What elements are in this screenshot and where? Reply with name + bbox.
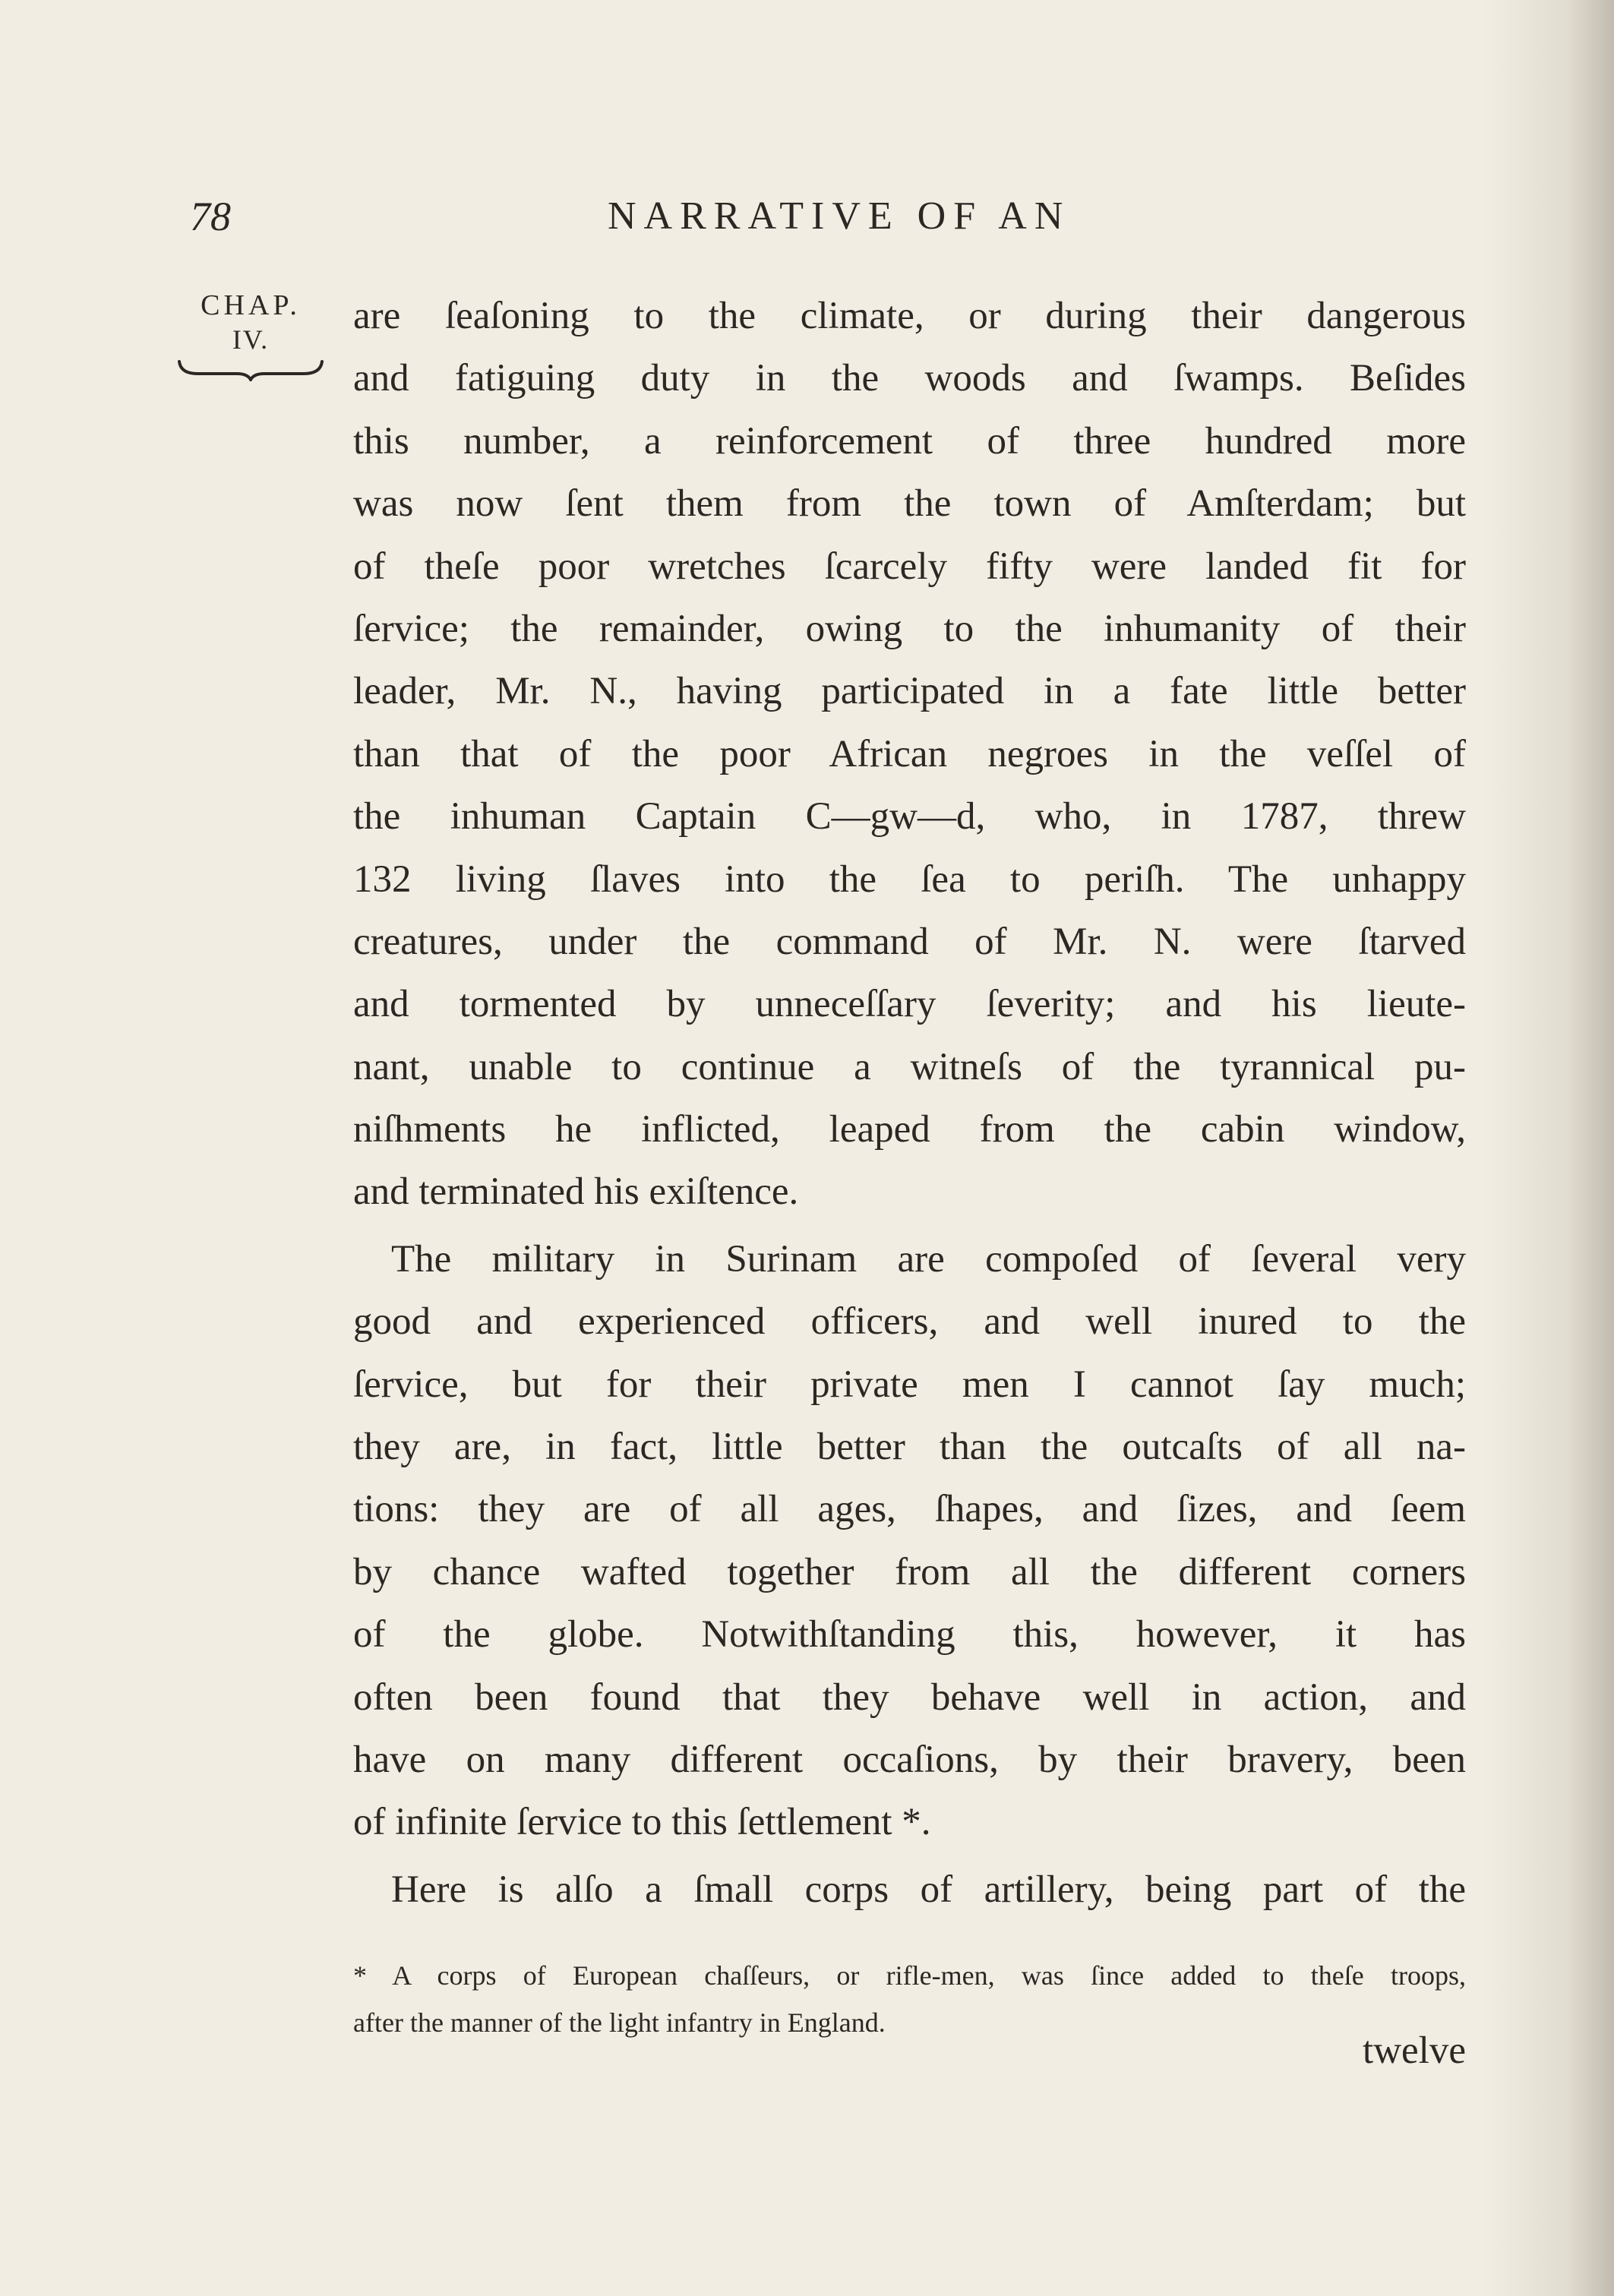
text-line: good and experienced officers, and well inured to the xyxy=(353,1300,1466,1344)
text-line: of infinite ſervice to this ſettlement *. xyxy=(353,1801,931,1844)
text-line: 132 living ſlaves into the ſea to periſh. The unhappy xyxy=(353,857,1466,901)
text-line: this number, a reinforcement of three hundred more xyxy=(353,419,1466,463)
footnote-line: * A corps of European chaſſeurs, or rifle-men, was ſince added to theſe troops, xyxy=(353,1960,1466,1991)
chapter-marker xyxy=(175,289,327,381)
text-line: of theſe poor wretches ſcarcely fifty were landed fit for xyxy=(353,545,1466,588)
text-line: niſhments he inflicted, leaped from the cabin window, xyxy=(353,1108,1466,1151)
paragraph xyxy=(353,1859,1466,1921)
text-line: than that of the poor African negroes in the veſſel of xyxy=(353,732,1466,775)
chapter-number: IV. xyxy=(232,324,270,355)
text-line: have on many different occaſions, by their bravery, been xyxy=(353,1738,1466,1781)
text-line: was now ſent them from the town of Amſterdam; but xyxy=(353,482,1466,526)
chapter-label: CHAP. xyxy=(201,289,301,321)
text-line: often been found that they behave well in action, and xyxy=(353,1675,1466,1719)
text-line: Here is alſo a ſmall corps of artillery, being part of the xyxy=(391,1868,1466,1911)
chapter-brace-ornament xyxy=(175,358,327,381)
catchword: twelve xyxy=(1363,2029,1466,2072)
footnote-line: after the manner of the light infantry in England. xyxy=(353,2007,886,2038)
text-line: and tormented by unneceſſary ſeverity; and his lieute- xyxy=(353,983,1466,1026)
text-line: are ſeaſoning to the climate, or during their dangerous xyxy=(353,295,1466,337)
text-line: ſervice; the remainder, owing to the inhumanity of their xyxy=(353,607,1466,650)
text-line: creatures, under the command of Mr. N. were ſtarved xyxy=(353,920,1466,963)
text-line: of the globe. Notwithſtanding this, however, it has xyxy=(353,1613,1466,1656)
page-number: 78 xyxy=(190,194,231,239)
footnote xyxy=(353,1952,1466,2046)
running-head xyxy=(190,190,1481,251)
text-line: The military in Surinam are compoſed of ſeveral very xyxy=(391,1237,1466,1281)
body-text xyxy=(353,285,1466,1921)
text-line: tions: they are of all ages, ſhapes, and ſizes, and ſeem xyxy=(353,1488,1466,1531)
text-line: they are, in fact, little better than the outcaſts of all na- xyxy=(353,1426,1466,1469)
paragraph xyxy=(353,1228,1466,1854)
running-title: NARRATIVE OF AN xyxy=(608,194,1071,238)
text-line: the inhuman Captain C—gw—d, who, in 1787, threw xyxy=(353,795,1466,838)
paragraph xyxy=(353,285,1466,1224)
text-line: and terminated his exiſtence. xyxy=(353,1170,799,1214)
text-line: by chance wafted together from all the different corners xyxy=(353,1550,1466,1593)
text-line: and fatiguing duty in the woods and ſwamps. Beſides xyxy=(353,357,1466,400)
text-line: nant, unable to continue a witneſs of the tyrannical pu- xyxy=(353,1045,1466,1088)
text-line: ſervice, but for their private men I cannot ſay much; xyxy=(353,1363,1466,1406)
text-line: leader, Mr. N., having participated in a fate little better xyxy=(353,670,1466,713)
